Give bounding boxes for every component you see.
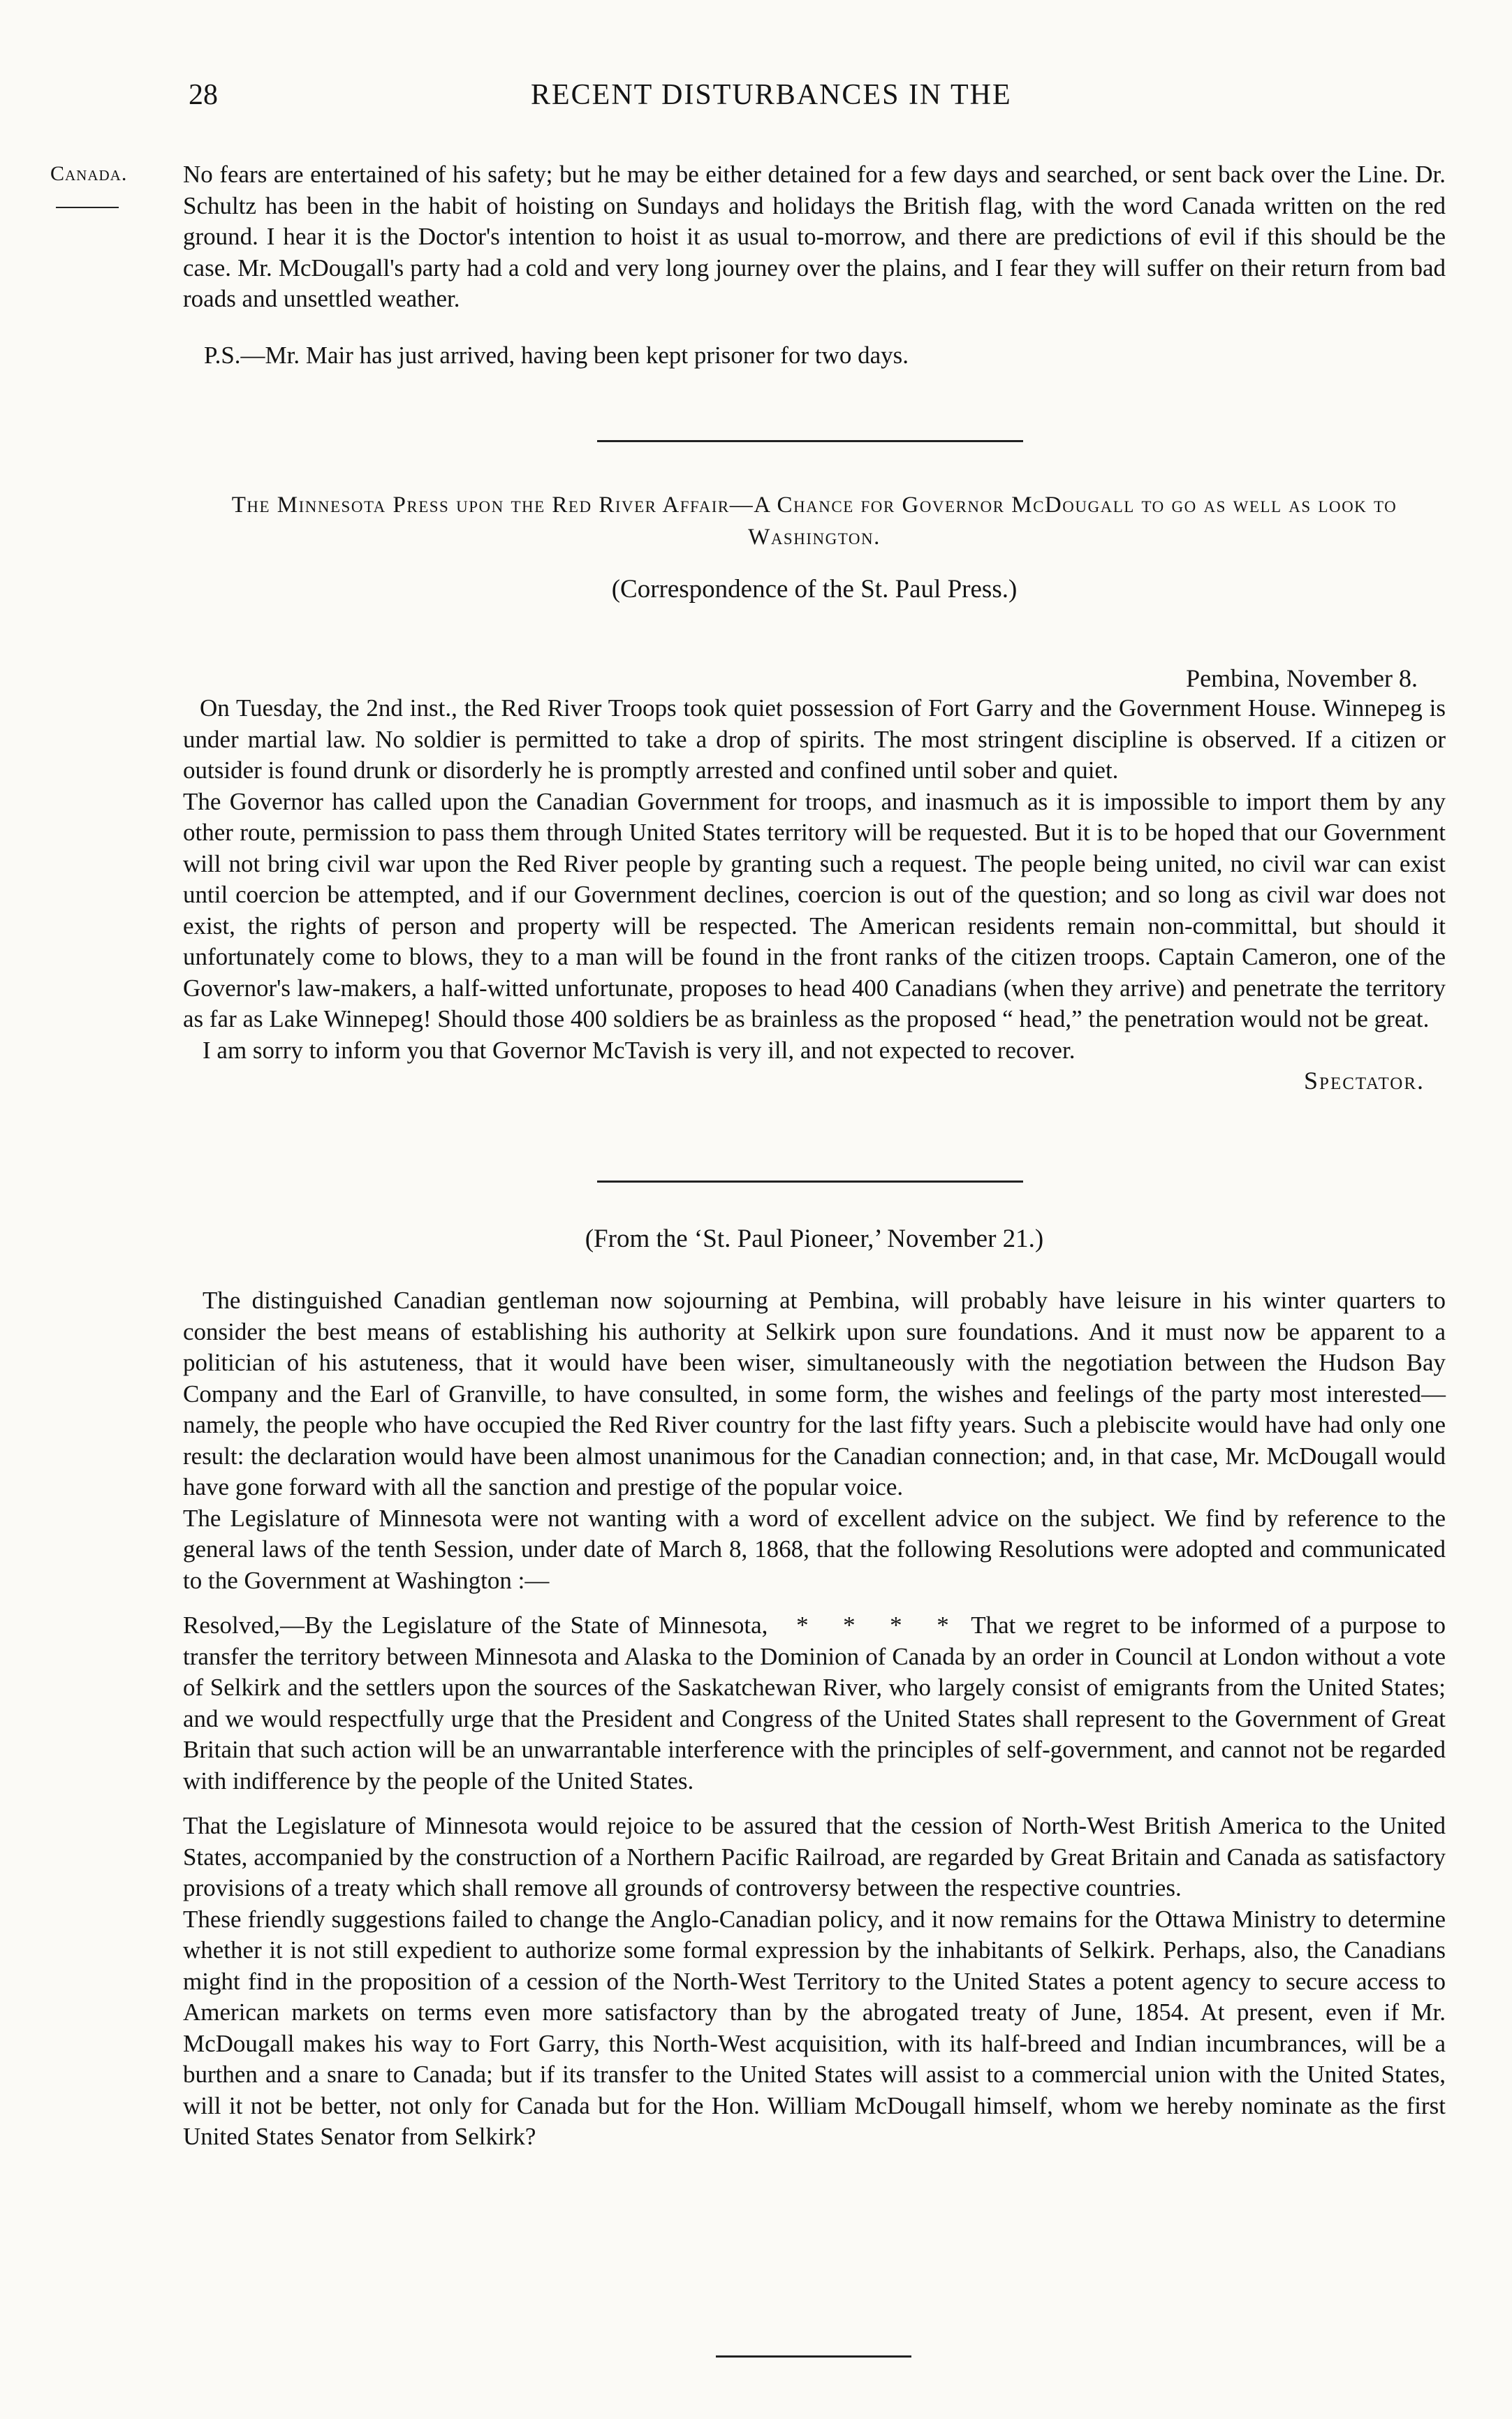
signature: Spectator. <box>1304 1067 1425 1095</box>
postscript: P.S.—Mr. Mair has just arrived, having been kept prisoner for two days. <box>204 341 909 369</box>
paragraph-safety: No fears are entertained of his safety; but he may be either detained for a few days and searched, or sent back over the Line. Dr. Schultz has been in the habit of hoisting on Sundays and holidays the British flag, with the word Canada written on the red ground. I hear it is the Doctor's intention to hoist it as usual to-morrow, and there are predictions of evil if this should be the case. Mr. McDougall's party had a cold and very long journey over the plains, and I fear they will suffer on their return from bad roads and unsettled weather. <box>183 161 1446 312</box>
section-divider <box>597 440 1023 442</box>
paragraph-legislature: The Legislature of Minnesota were not wanting with a word of excellent advice on the subject. We find by reference to the general laws of the tenth Session, under date of March 8, 1868, that the following Resolutions were adopted and communicated to the Government at Washington :— <box>183 1504 1446 1594</box>
margin-dash <box>56 207 119 208</box>
article-headline: The Minnesota Press upon the Red River Affair—A Chance for Governor McDougall to go as well as look to Washington. <box>231 492 1397 550</box>
page-number: 28 <box>189 79 218 111</box>
paragraph-closing: These friendly suggestions failed to change the Anglo-Canadian policy, and it now remains for the Ottawa Ministry to determine whether it is not still expedient to authorize some formal expression by the inhabitants of Selkirk. Perhaps, also, the Canadians might find in the proposition of a cession of the North-West Territory to the United States a potent agency to secure access to American markets on terms even more satisfactory than by the abrogated treaty of June, 1854. At present, even if Mr. McDougall makes his way to Fort Garry, this North-West acquisition, with its half-breed and Indian incumbrances, will be a burthen and a snare to Canada; but if its transfer to the United States will assist to a commercial union with the United States, will it not be better, not only for Canada but for the Hon. William McDougall himself, whom we hereby nominate as the first United States Senator from Selkirk? <box>183 1905 1446 2150</box>
section-letter-end <box>183 159 1446 371</box>
resolution-1 <box>183 1610 1446 1797</box>
paragraph-governor: The Governor has called upon the Canadian Government for troops, and inasmuch as it is impossible to import them by any other route, permission to pass them through United States territory will be requested. But it is to be hoped that our Government will not bring civil war upon the Red River people by granting such a request. The people being united, no civil war can exist until coercion be attempted, and if our Government declines, coercion is out of the question; and so long as civil war does not exist, the rights of person and property will be respected. The American residents remain non-committal, but should it unfortunately come to blows, they to a man will be found in the front ranks of the citizen troops. Captain Cameron, one of the Governor's law-makers, a half-witted unfortunate, proposes to head 400 Canadians (when they arrive) and penetrate the territory as far as Lake Winnepeg! Should those 400 soldiers be as brainless as the proposed “ head,” the penetration would not be great. <box>183 787 1446 1032</box>
section-divider <box>597 1181 1023 1183</box>
end-rule <box>716 2355 911 2358</box>
article-source: (From the ‘St. Paul Pioneer,’ November 21.) <box>585 1225 1044 1253</box>
paragraph-troops: On Tuesday, the 2nd inst., the Red River Troops took quiet possession of Fort Garry and the Government House. Winnepeg is under martial law. No soldier is permitted to take a drop of spirits. The most stringent discipline is observed. If a citizen or outsider is found drunk or disorderly he is promptly arrested and confined until sober and quiet. <box>183 694 1446 784</box>
resolution-stars: * * * * <box>796 1612 962 1639</box>
article-source: (Correspondence of the St. Paul Press.) <box>611 575 1018 604</box>
margin-note: Canada. <box>50 162 128 185</box>
dateline: Pembina, November 8. <box>1186 664 1418 692</box>
resolution-2: That the Legislature of Minnesota would rejoice to be assured that the cession of North-West British America to the United States, accompanied by the construction of a Northern Pacific Railroad, are regarded by Great Britain and Canada as satisfactory provisions of a treaty which shall remove all grounds of controversy between the respective countries. <box>183 1812 1446 1901</box>
paragraph-mctavish: I am sorry to inform you that Governor McTavish is very ill, and not expected to recover. <box>203 1036 1076 1064</box>
article-body-pioneer <box>183 1285 1446 2153</box>
article-body-press <box>183 664 1446 1095</box>
running-title: RECENT DISTURBANCES IN THE <box>531 79 1012 111</box>
paragraph-pembina: The distinguished Canadian gentleman now sojourning at Pembina, will probably have leisure in his winter quarters to consider the best means of establishing his authority at Selkirk upon sure foundations. And it must now be apparent to a politician of his astuteness, that it would have been wiser, simultaneously with the negotiation between the Hudson Bay Company and the Earl of Granville, to have consulted, in some form, the wishes and feelings of the party most interested—namely, the people who have occupied the Red River country for the last fifty years. Such a plebiscite would have had only one result: the declaration would have been almost unanimous for the Canadian connection; and, in that case, Mr. McDougall would have gone forward with all the sanction and prestige of the popular voice. <box>183 1287 1446 1500</box>
resolution-start: Resolved,—By the Legislature of the State of Minnesota, <box>183 1612 768 1639</box>
resolution-rest: That we regret to be informed of a purpose to transfer the territory between Minnesota and Alaska to the Dominion of Canada by an order in Council at London without a vote of Selkirk and the settlers upon the sources of the Saskatchewan River, who largely consist of emigrants from the United States; and we would respectfully urge that the President and Congress of the United States shall represent to the Government of Great Britain that such action will be an unwarrantable interference with the principles of self-government, and cannot not be regarded with indifference by the people of the United States. <box>183 1612 1446 1795</box>
